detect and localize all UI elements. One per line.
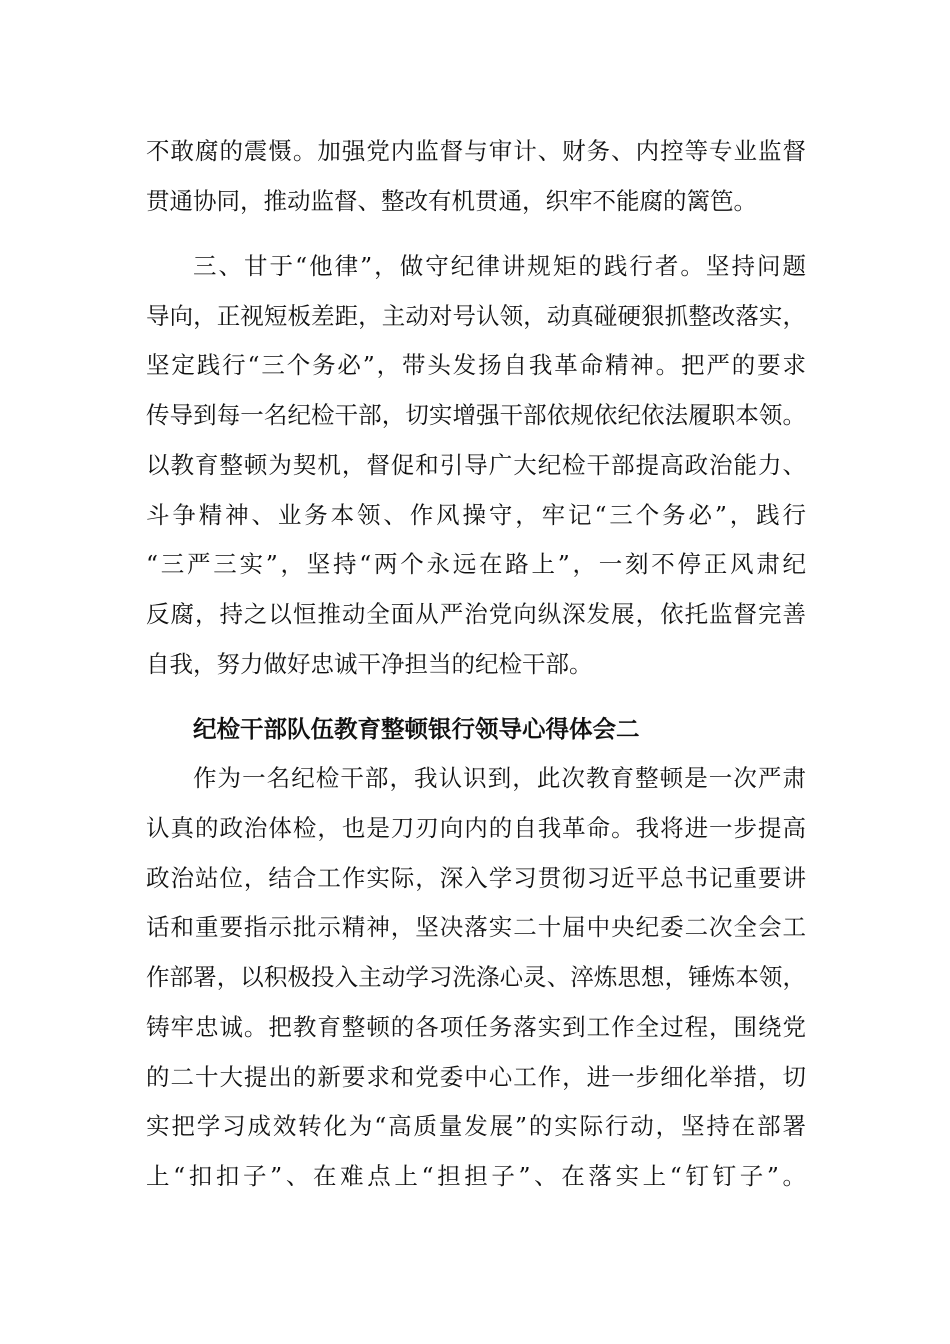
paragraph-2-line-4: 传导到每一名纪检干部，切实增强干部依规依纪依法履职本领。 [146, 401, 806, 429]
paragraph-2-line-6: 斗争精神、业务本领、作风操守，牢记“三个务必”，践行 [146, 501, 806, 529]
paragraph-1-line-1: 不敢腐的震慑。加强党内监督与审计、财务、内控等专业监督 [146, 137, 806, 165]
section-heading: 纪检干部队伍教育整顿银行领导心得体会二 [193, 715, 640, 743]
paragraph-3-line-4: 话和重要指示批示精神，坚决落实二十届中央纪委二次全会工 [146, 913, 806, 941]
paragraph-3-line-7: 的二十大提出的新要求和党委中心工作，进一步细化举措，切 [146, 1063, 806, 1091]
paragraph-2-line-1: 三、甘于“他律”，做守纪律讲规矩的践行者。坚持问题 [193, 252, 806, 280]
paragraph-2-line-2: 导向，正视短板差距，主动对号认领，动真碰硬狠抓整改落实， [146, 302, 806, 330]
paragraph-1-line-2: 贯通协同，推动监督、整改有机贯通，织牢不能腐的篱笆。 [146, 187, 757, 215]
paragraph-2-line-3: 坚定践行“三个务必”，带头发扬自我革命精神。把严的要求 [146, 351, 806, 379]
paragraph-2-line-7: “三严三实”，坚持“两个永远在路上”，一刻不停正风肃纪 [146, 550, 806, 578]
paragraph-2-line-9: 自我，努力做好忠诚干净担当的纪检干部。 [146, 650, 593, 678]
paragraph-3-line-5: 作部署，以积极投入主动学习洗涤心灵、淬炼思想，锤炼本领， [146, 963, 806, 991]
paragraph-2-line-5: 以教育整顿为契机，督促和引导广大纪检干部提高政治能力、 [146, 451, 806, 479]
paragraph-3-line-1: 作为一名纪检干部，我认识到，此次教育整顿是一次严肃 [193, 764, 806, 792]
paragraph-3-line-8: 实把学习成效转化为“高质量发展”的实际行动，坚持在部署 [146, 1112, 806, 1140]
paragraph-3-line-2: 认真的政治体检，也是刀刃向内的自我革命。我将进一步提高 [146, 814, 806, 842]
paragraph-2-line-8: 反腐，持之以恒推动全面从严治党向纵深发展，依托监督完善 [146, 600, 806, 628]
paragraph-3-line-9: 上“扣扣子”、在难点上“担担子”、在落实上“钉钉子”。 [146, 1162, 806, 1190]
paragraph-3-line-6: 铸牢忠诚。把教育整顿的各项任务落实到工作全过程，围绕党 [146, 1013, 806, 1041]
paragraph-3-line-3: 政治站位，结合工作实际，深入学习贯彻习近平总书记重要讲 [146, 864, 806, 892]
